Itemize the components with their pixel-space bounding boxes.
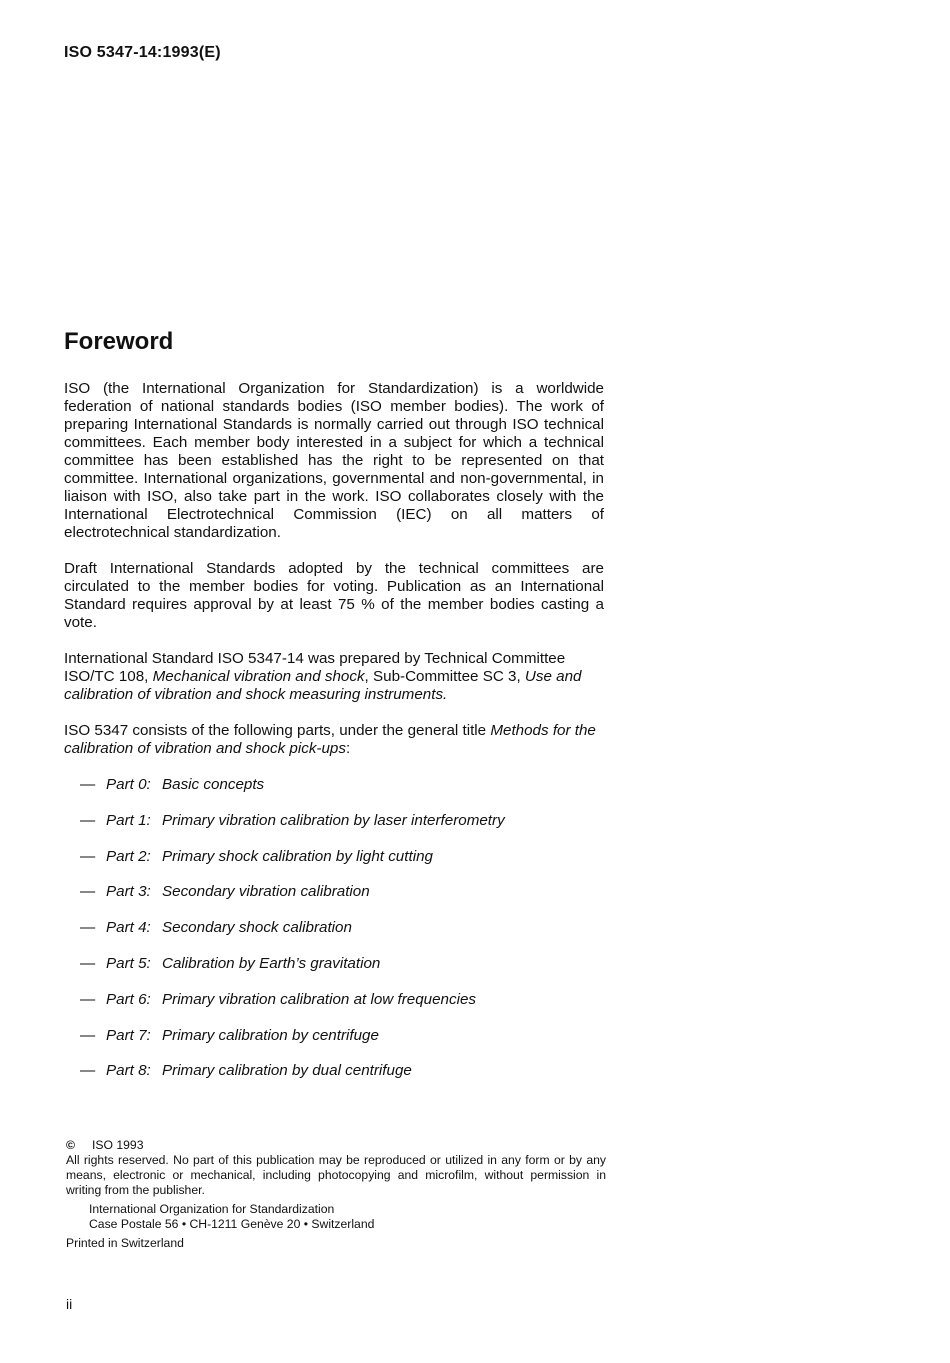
committee-title: Mechanical vibration and shock <box>152 668 365 685</box>
part-title: Basic concepts <box>162 776 265 793</box>
printed-in: Printed in Switzerland <box>66 1236 184 1250</box>
part-title: Primary calibration by dual centrifuge <box>162 1062 412 1080</box>
part-title: Primary vibration calibration by laser interferometry <box>162 811 505 829</box>
part-label: Part 8: <box>106 1062 151 1080</box>
part-label: Part 3: <box>106 883 151 901</box>
parts-intro-colon: : <box>345 740 351 757</box>
part-label: Part 1: <box>106 811 151 829</box>
copyright-footer <box>66 1138 606 1251</box>
dash: — <box>80 1062 96 1080</box>
part-title: Primary vibration calibration at low frequencies <box>162 990 477 1008</box>
page-number: ii <box>66 1296 73 1312</box>
copyright-icon: © <box>66 1138 75 1152</box>
dash: — <box>80 811 96 829</box>
parts-intro-text: ISO 5347 consists of the following parts, under the general title <box>64 722 491 739</box>
paragraph-preparation <box>64 650 604 704</box>
list-item <box>80 919 604 937</box>
general-title: Methods for the calibration of vibration and shock pick-ups <box>64 722 596 757</box>
dash: — <box>80 883 96 901</box>
list-item <box>80 776 604 794</box>
address-line-2: Case Postale 56 • CH-1211 Genève 20 • Switzerland <box>89 1217 375 1231</box>
part-label: Part 6: <box>106 990 151 1008</box>
part-label: Part 7: <box>106 1026 151 1044</box>
dash: — <box>80 919 96 937</box>
foreword-body <box>64 380 604 1098</box>
dash: — <box>80 847 96 865</box>
preparation-text-1: International Standard ISO 5347-14 was prepared by Technical Committee ISO/TC 108, <box>64 650 566 685</box>
address-line-1: International Organization for Standardization <box>89 1202 335 1216</box>
dash: — <box>80 1026 96 1044</box>
list-item <box>80 848 604 866</box>
paragraph-iso-intro: ISO (the International Organization for Standardization) is a worldwide federation of national standards bodies (ISO member bodies). The work of preparing International Standards is normally carried out through ISO technical committees. Each member body interested in a subject for which a technical committee has been established has the right to be represented on that committee. International organizations, governmental and non-governmental, in liaison with ISO, also take part in the work. ISO collaborates closely with the International Electrotechnical Commission (IEC) on all matters of electrotechnical standardization. <box>64 380 604 541</box>
page-title: Foreword <box>64 328 174 355</box>
part-label: Part 2: <box>106 847 151 865</box>
list-item <box>80 812 604 830</box>
list-item <box>80 991 604 1009</box>
part-title: Secondary shock calibration <box>162 919 352 937</box>
copyright-line <box>66 1138 606 1153</box>
dash: — <box>80 990 96 1008</box>
dash: — <box>80 776 96 793</box>
part-title: Calibration by Earth’s gravitation <box>162 954 381 972</box>
dash: — <box>80 954 96 972</box>
list-item <box>80 1027 604 1045</box>
parts-list <box>64 776 604 1080</box>
paragraph-draft-standards: Draft International Standards adopted by the technical committees are circulated to the member bodies for voting. Publication as an International Standard requires approval by at least 75 % of the member bodies casting a vote. <box>64 560 604 631</box>
publisher-address <box>89 1202 606 1232</box>
list-item <box>80 883 604 901</box>
part-title: Primary calibration by centrifuge <box>162 1026 379 1044</box>
rights-notice: All rights reserved. No part of this publication may be reproduced or utilized in any form or by any means, electronic or mechanical, including photocopying and microfilm, without permission in writing from the publisher. <box>66 1153 606 1197</box>
part-label: Part 4: <box>106 919 151 937</box>
part-title: Primary shock calibration by light cutting <box>162 847 433 865</box>
preparation-text-2: , Sub-Committee SC 3, <box>364 668 525 685</box>
part-title: Secondary vibration calibration <box>162 883 370 901</box>
list-item <box>80 955 604 973</box>
subcommittee-title: Use and calibration of vibration and shock measuring instruments. <box>64 668 582 703</box>
document-id: ISO 5347-14:1993(E) <box>64 44 221 61</box>
part-label: Part 0: <box>106 776 151 793</box>
list-item <box>80 1062 604 1080</box>
paragraph-parts-intro <box>64 722 604 758</box>
part-label: Part 5: <box>106 954 151 972</box>
copyright-text: ISO 1993 <box>92 1138 144 1152</box>
